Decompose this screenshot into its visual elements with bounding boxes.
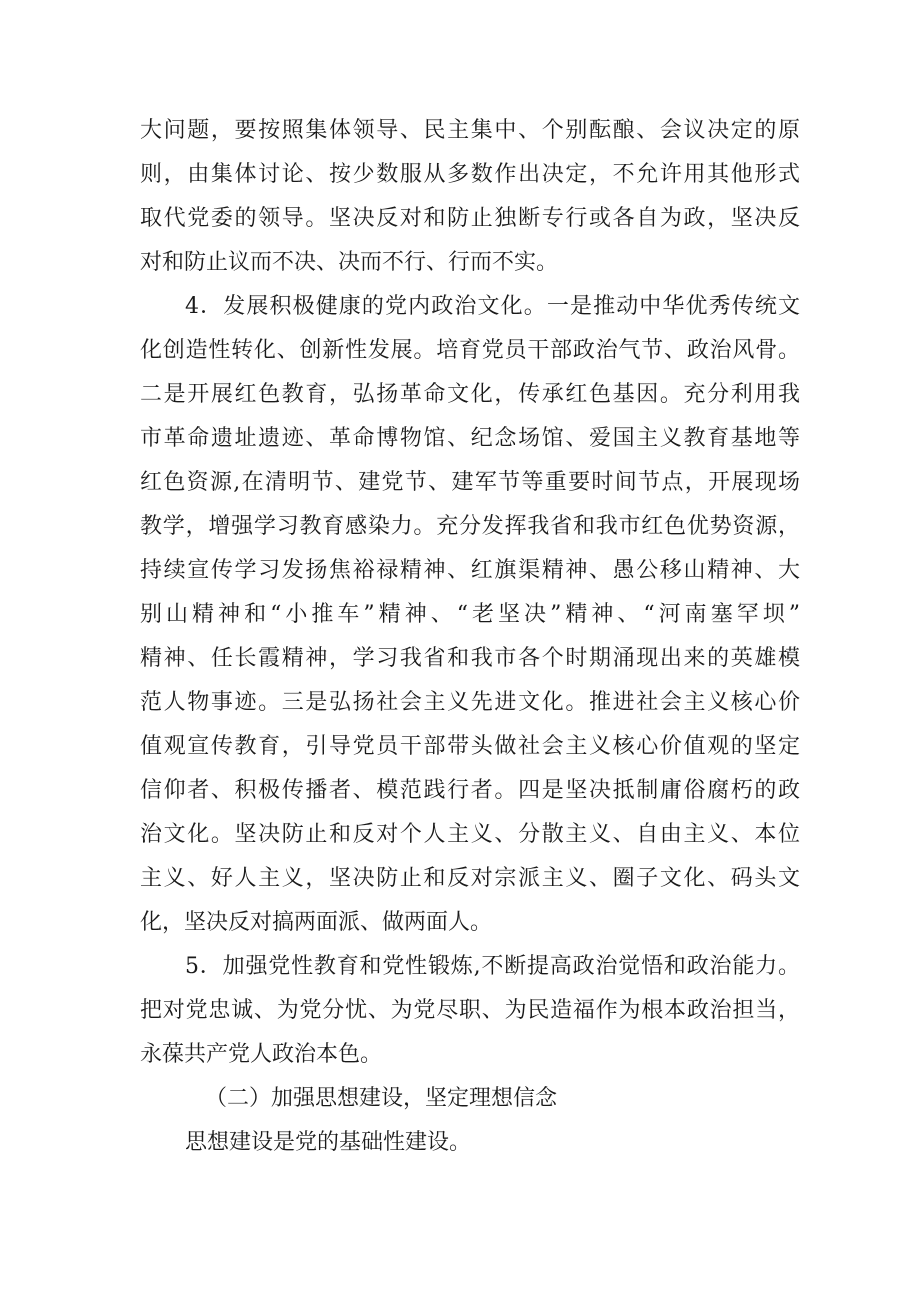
text-line: 教学，增强学习教育感染力。充分发挥我省和我市红色优势资源， — [140, 514, 800, 539]
text-line: 大问题，要按照集体领导、民主集中、个别酝酿、会议决定的原 — [140, 118, 800, 143]
text-line: 市革命遗址遗迹、革命博物馆、纪念场馆、爱国主义教育基地等 — [140, 426, 800, 451]
paragraph-4: 思想建设是党的基础性建设。 — [185, 1130, 472, 1155]
text-line: 信仰者、积极传播者、模范践行者。四是坚决抵制庸俗腐朽的政 — [140, 778, 800, 803]
text-line: 永葆共产党人政治本色。 — [140, 1042, 383, 1067]
text-line: 对和防止议而不决、决而不行、行而不实。 — [140, 250, 559, 275]
text-line: 二是开展红色教育，弘扬革命文化，传承红色基因。充分利用我 — [140, 382, 800, 407]
text-line: 化创造性转化、创新性发展。培育党员干部政治气节、政治风骨。 — [140, 338, 800, 363]
text-line: 5．加强党性教育和党性锻炼,不断提高政治觉悟和政治能力。 — [185, 954, 800, 979]
text-line: 别山精神和“小推车”精神、“老坚决”精神、“河南塞罕坝” — [140, 602, 800, 627]
text-line: 主义、好人主义，坚决防止和反对宗派主义、圈子文化、码头文 — [140, 866, 800, 891]
text-line: 把对党忠诚、为党分忧、为党尽职、为民造福作为根本政治担当， — [140, 998, 800, 1023]
text-line: 则，由集体讨论、按少数服从多数作出决定，不允许用其他形式 — [140, 162, 800, 187]
text-line: 持续宣传学习发扬焦裕禄精神、红旗渠精神、愚公移山精神、大 — [140, 558, 800, 583]
text-line: 值观宣传教育，引导党员干部带头做社会主义核心价值观的坚定 — [140, 734, 800, 759]
text-line: 精神、任长霞精神，学习我省和我市各个时期涌现出来的英雄模 — [140, 646, 800, 671]
text-line: 4．发展积极健康的党内政治文化。一是推动中华优秀传统文 — [185, 294, 800, 319]
text-line: 化，坚决反对搞两面派、做两面人。 — [140, 910, 493, 935]
text-line: 范人物事迹。三是弘扬社会主义先进文化。推进社会主义核心价 — [140, 690, 800, 715]
section-heading: （二）加强思想建设，坚定理想信念 — [205, 1086, 558, 1111]
text-line: 治文化。坚决防止和反对个人主义、分散主义、自由主义、本位 — [140, 822, 800, 847]
text-line: 红色资源,在清明节、建党节、建军节等重要时间节点，开展现场 — [140, 470, 800, 495]
text-line: 取代党委的领导。坚决反对和防止独断专行或各自为政，坚决反 — [140, 206, 800, 231]
